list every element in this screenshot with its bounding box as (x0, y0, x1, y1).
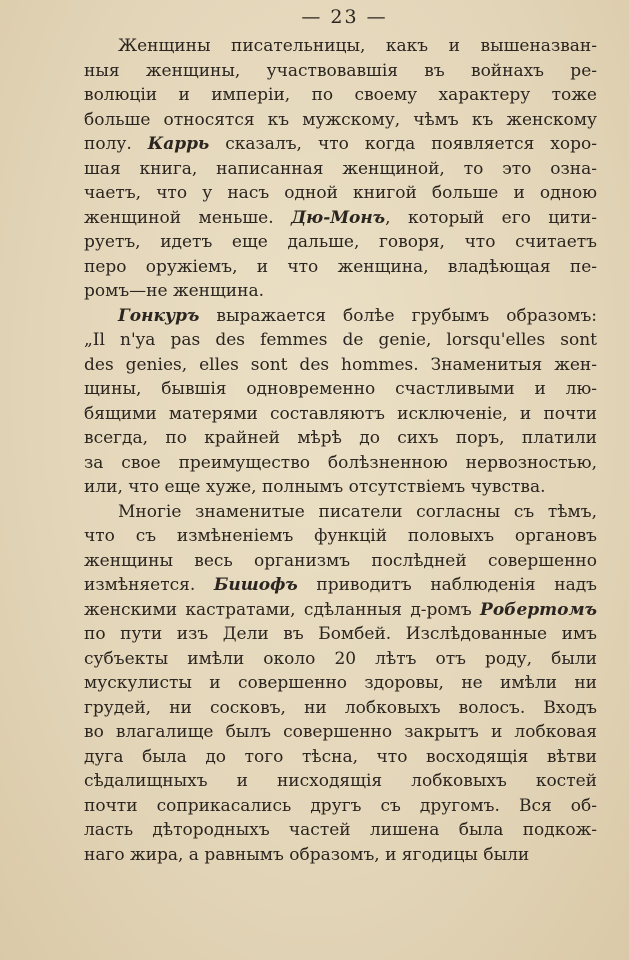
text-run: перо оружіемъ, и что женщина, владѣющая пе- (84, 256, 597, 277)
text-line (84, 426, 597, 451)
emphasized-name: Робертомъ (480, 599, 597, 620)
text-run: ласть дѣтородныхъ частей лишена была подкож- (84, 820, 597, 840)
text-run: дуга была до того тѣсна, что восходящія вѣтви (84, 746, 597, 767)
text-run: наго жира, а равнымъ образомъ, и ягодицы были (84, 844, 530, 865)
text-line (84, 181, 597, 206)
text-run: во влагалище былъ совершенно закрытъ и лобковая (84, 722, 597, 742)
text-line (84, 598, 597, 623)
text-run: субъекты имѣли около 20 лѣтъ отъ роду, были (84, 648, 597, 669)
page-number: — 23 — (301, 6, 388, 28)
text-run: чаетъ, что у насъ одной книгой больше и одною (84, 183, 597, 203)
text-line (84, 402, 597, 427)
emphasized-name: Каррь (147, 134, 210, 154)
text-line (84, 304, 597, 329)
text-line (84, 157, 597, 182)
text-run: шая книга, написанная женщиной, то это озна- (84, 158, 597, 179)
emphasized-name: Бишофъ (213, 575, 298, 595)
text-run: измѣняется. (84, 575, 214, 595)
text-run: что съ измѣненіемъ функцій половыхъ органовъ (84, 526, 597, 546)
paragraph (84, 34, 597, 304)
text-run: женскими кастратами, сдѣланныя д-ромъ (84, 599, 481, 620)
text-line (84, 524, 597, 549)
text-line (84, 549, 597, 574)
text-line (84, 843, 597, 868)
text-run: по пути изъ Дели въ Бомбей. Изслѣдованные имъ (84, 624, 597, 644)
text-run: выражается болѣе грубымъ образомъ: (199, 305, 597, 326)
text-line (84, 328, 597, 353)
text-run: Многіе знаменитые писатели согласны съ тѣмъ, (118, 501, 597, 522)
text-line (84, 279, 597, 304)
text-run: волюціи и имперіи, по своему характеру тоже (84, 85, 597, 105)
text-run: ромъ—не женщина. (84, 281, 264, 301)
text-run: полу. (84, 134, 148, 154)
text-body (84, 34, 597, 867)
text-run: руетъ, идетъ еще дальше, говоря, что считаетъ (84, 232, 597, 252)
text-line (84, 622, 597, 647)
text-line (84, 818, 597, 843)
paragraph (84, 304, 597, 500)
text-run: всегда, по крайней мѣрѣ до сихъ поръ, платили (84, 428, 597, 448)
text-line (84, 108, 597, 133)
text-run: сказалъ, что когда появляется хоро- (209, 134, 597, 154)
text-run: больше относятся къ мужскому, чѣмъ къ женскому (84, 109, 597, 130)
text-run: приводитъ наблюденія надъ (297, 575, 597, 595)
text-run: бящими матерями составляютъ исключеніе, и почти (84, 403, 597, 424)
text-run: , который его цити- (385, 207, 597, 228)
emphasized-name: Дю-Монъ (291, 207, 386, 228)
text-line (84, 671, 597, 696)
text-line (84, 647, 597, 672)
text-run: за свое преимущество болѣзненною нервозностью, (84, 452, 597, 473)
text-run: или, что еще хуже, полнымъ отсутствіемъ чувства. (84, 477, 546, 497)
text-line (84, 377, 597, 402)
text-line (84, 794, 597, 819)
text-run: грудей, ни сосковъ, ни лобковыхъ волосъ. Входъ (84, 697, 597, 718)
text-run: почти соприкасались другъ съ другомъ. Вся об- (84, 795, 597, 816)
text-line (84, 83, 597, 108)
text-run: сѣдалищныхъ и нисходящія лобковыхъ костей (84, 771, 597, 791)
text-line (84, 206, 597, 231)
text-line (84, 353, 597, 378)
text-run: ныя женщины, участвовавшія въ войнахъ ре- (84, 60, 597, 81)
text-line (84, 230, 597, 255)
text-line (84, 745, 597, 770)
text-run: „Il n'ya pas des femmes de genie, lorsqu'elles sont (84, 330, 597, 350)
paragraph (84, 500, 597, 868)
text-line (84, 255, 597, 280)
text-run: Женщины писательницы, какъ и вышеназван- (118, 36, 597, 56)
emphasized-name: Гонкуръ (118, 305, 200, 326)
text-line (84, 475, 597, 500)
text-run: щины, бывшія одновременно счастливыми и лю- (84, 379, 597, 399)
text-line (84, 696, 597, 721)
text-run: des genies, elles sont des hommes. Знаменитыя жен- (84, 354, 597, 375)
text-line (84, 59, 597, 84)
text-line (84, 769, 597, 794)
text-line (84, 132, 597, 157)
text-run: мускулисты и совершенно здоровы, не имѣли ни (84, 673, 597, 693)
text-line (84, 451, 597, 476)
text-line (84, 720, 597, 745)
text-run: женщиной меньше. (84, 207, 292, 228)
text-line (84, 34, 597, 59)
text-line (84, 573, 597, 598)
text-run: женщины весь организмъ послѣдней совершенно (84, 550, 597, 571)
text-line (84, 500, 597, 525)
